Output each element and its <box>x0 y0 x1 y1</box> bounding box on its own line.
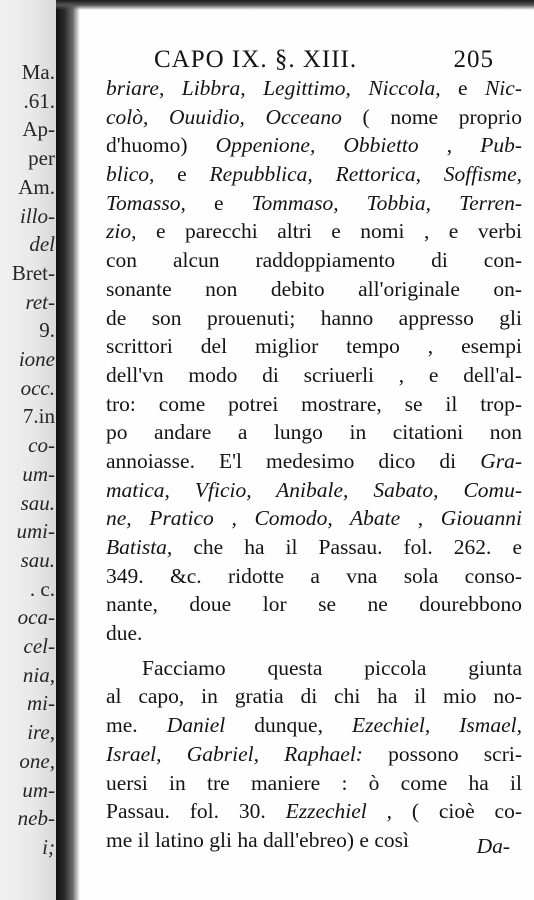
right-page <box>82 0 534 900</box>
left-page-fragment: ione <box>18 347 55 371</box>
roman-text: 349. &c. ridotte a vna sola conso- <box>106 563 522 588</box>
text-line <box>106 74 522 103</box>
italic-text: briare, Libbra, Legittimo, Niccola, <box>106 76 458 100</box>
roman-text: che ha il Passau. fol. 262. e <box>193 535 523 559</box>
text-line <box>106 533 522 562</box>
text-line <box>106 826 522 855</box>
roman-text: e parecchi altri e nomi , e verbi <box>155 219 522 244</box>
left-page-fragment: per <box>28 146 55 171</box>
left-page-fragment: 9. <box>39 318 55 343</box>
text-line <box>106 332 522 361</box>
left-page-fragment: illo- <box>20 203 55 228</box>
left-page-fragment: i; <box>42 834 55 859</box>
roman-text: con alcun raddoppiamento di con- <box>106 248 522 273</box>
left-page-fragment: occ. <box>20 375 55 400</box>
left-page-fragment: umi- <box>16 519 55 544</box>
left-page-fragment: ire, <box>27 720 55 745</box>
text-line <box>106 740 522 769</box>
text-line <box>106 304 522 333</box>
text-line <box>106 160 522 189</box>
italic-text: ne, Pratico , Comodo, Abate , Giouanni <box>106 506 522 531</box>
italic-text: Batista, <box>106 535 194 559</box>
left-page-fragment: cel- <box>23 634 55 658</box>
roman-text: e <box>213 190 252 215</box>
roman-text: po andare a lungo in citationi non <box>106 420 522 445</box>
roman-text: nante, doue lor se ne dourebbono <box>106 592 522 617</box>
roman-text: uersi in tre maniere : ò come ha il <box>106 770 522 795</box>
italic-text: zio, <box>106 219 156 244</box>
left-page-fragment: sau. <box>20 490 55 515</box>
left-page-fragment: neb- <box>17 806 55 831</box>
roman-text: , ( cioè co- <box>386 799 522 824</box>
text-line <box>106 654 522 683</box>
left-page-fragment: .61. <box>23 88 55 113</box>
book-gutter <box>56 0 80 900</box>
body-text <box>106 74 522 855</box>
italic-text: matica, Vficio, Anibale, Sabato, Comu- <box>106 477 522 502</box>
roman-text: me il latino gli ha dall'ebreo) e così <box>106 827 409 852</box>
text-line <box>106 361 522 390</box>
roman-text: e <box>177 162 210 187</box>
page-number: 205 <box>453 46 494 73</box>
left-page-fragment: Ma. <box>21 60 55 84</box>
roman-text: d'huomo) <box>106 133 216 158</box>
italic-text: Israel, Gabriel, Raphael: <box>106 741 389 766</box>
roman-text: e <box>458 76 485 100</box>
roman-text: due. <box>106 621 143 646</box>
italic-text: Ezzechiel <box>285 799 387 824</box>
italic-text: colò, Ouuidio, Occeano <box>106 104 363 129</box>
roman-text: sonante non debito all'originale on- <box>106 276 522 301</box>
left-page-fragment: Ap- <box>22 117 55 142</box>
text-line <box>106 103 522 132</box>
text-line <box>106 619 522 648</box>
left-page-fragment: mi- <box>27 691 55 716</box>
text-line <box>106 504 522 533</box>
italic-text: Pub- <box>480 133 523 158</box>
left-page-fragment: sau. <box>20 547 55 572</box>
left-page-fragment: del <box>29 232 55 257</box>
roman-text: dell'vn modo di scriuerli , e dell'al- <box>106 362 522 387</box>
running-head <box>154 46 494 76</box>
left-page-fragment: . c. <box>29 576 55 601</box>
left-page-fragment: nia, <box>22 662 55 687</box>
text-line <box>106 590 522 619</box>
text-line <box>106 189 522 218</box>
left-page-fragment: Bret- <box>11 260 55 285</box>
italic-text: Oppenione, Obbietto <box>215 133 447 158</box>
roman-text: scrittori del miglior tempo , esempi <box>106 334 522 359</box>
text-line <box>106 217 522 246</box>
left-page-fragment: 7.in <box>22 404 55 429</box>
left-page-fragment: ret- <box>25 289 55 314</box>
left-page-fragment: one, <box>19 748 55 773</box>
text-line <box>106 246 522 275</box>
text-line <box>106 682 522 711</box>
roman-text: Facciamo questa piccola giunta <box>142 655 522 680</box>
left-page-fragment: co- <box>28 433 55 458</box>
text-line <box>106 390 522 419</box>
italic-text: Daniel <box>166 713 255 738</box>
catchword: Da- <box>476 834 510 858</box>
roman-text: annoiasse. E'l medesimo dico di <box>106 448 481 473</box>
chapter-heading: CAPO IX. §. XIII. <box>154 46 358 73</box>
italic-text: Ezechiel, Ismael, <box>352 713 522 738</box>
left-page-fragment: um- <box>22 461 55 486</box>
text-line <box>106 275 522 304</box>
text-line <box>106 447 522 476</box>
roman-text: de son prouenuti; hanno appresso gli <box>106 305 522 330</box>
left-page-fragment: oca- <box>17 605 55 630</box>
left-page-fragment: um- <box>22 777 55 802</box>
text-line <box>106 418 522 447</box>
left-page-fragment: Am. <box>18 174 55 199</box>
text-line <box>106 131 522 160</box>
text-line <box>106 711 522 740</box>
roman-text: dunque, <box>254 713 353 738</box>
roman-text: Passau. fol. 30. <box>106 799 286 824</box>
roman-text: , <box>446 133 481 158</box>
roman-text: tro: come potrei mostrare, se il trop- <box>106 391 522 416</box>
left-facing-page <box>0 0 58 900</box>
roman-text: ( nome proprio <box>362 104 522 129</box>
italic-text: Nic- <box>484 76 522 100</box>
italic-text: Gra- <box>480 448 522 473</box>
text-line <box>106 476 522 505</box>
text-line <box>106 562 522 591</box>
roman-text: al capo, in gratia di chi ha il mio no- <box>106 684 522 709</box>
italic-text: Tomasso, <box>106 190 214 215</box>
text-line <box>106 797 522 826</box>
italic-text: Tommaso, Tobbia, Terren- <box>251 190 523 215</box>
italic-text: Repubblica, Rettorica, Soffisme, <box>209 162 523 187</box>
roman-text: me. <box>106 713 167 738</box>
roman-text: possono scri- <box>388 741 523 766</box>
italic-text: blico, <box>106 162 178 187</box>
text-line <box>106 769 522 798</box>
